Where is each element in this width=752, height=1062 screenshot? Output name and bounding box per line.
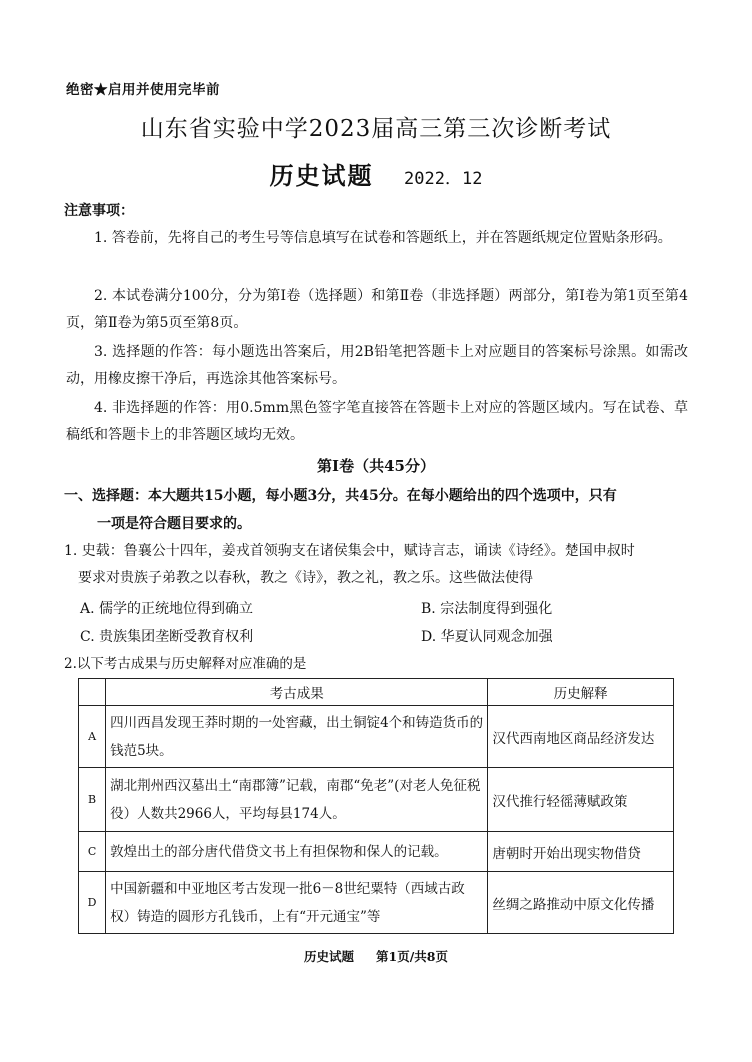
notice-item-2: 2. 本试卷满分100分，分为第Ⅰ卷（选择题）和第Ⅱ卷（非选择题）两部分，第Ⅰ卷为第1页至第4页，第Ⅱ卷为第5页至第8页。 [66, 288, 688, 331]
row-finding: 四川西昌发现王莽时期的一处窖藏，出土铜锭4个和铸造货币的钱范5块。 [106, 706, 488, 768]
row-label: B [79, 768, 106, 832]
row-label: C [79, 832, 106, 872]
section-intro: 一、选择题：本大题共15小题，每小题3分，共45分。在每小题给出的四个选项中，只有 一项是符合题目要求的。 [64, 488, 617, 532]
subject-title: 历史试题 [269, 161, 374, 190]
question-2-stem: 2.以下考古成果与历史解释对应准确的是 [64, 656, 307, 672]
row-interpretation: 汉代推行轻徭薄赋政策 [488, 768, 674, 832]
notice-heading: 注意事项： [64, 203, 134, 219]
table-row [79, 706, 674, 768]
table-header-interpretation: 历史解释 [488, 679, 674, 706]
confidential-mark: 绝密★启用并使用完毕前 [66, 82, 220, 98]
table-row [79, 832, 674, 872]
row-finding: 中国新疆和中亚地区考古发现一批6－8世纪粟特（西域古政权）铸造的圆形方孔钱币，上有“开元通宝”等 [106, 872, 488, 934]
q2-table [78, 678, 674, 934]
row-interpretation: 汉代西南地区商品经济发达 [488, 706, 674, 768]
row-finding: 敦煌出土的部分唐代借贷文书上有担保物和保人的记载。 [106, 832, 488, 872]
notice-item-4: 4. 非选择题的作答：用0.5mm黑色签字笔直接答在答题卡上对应的答题区域内。写在试卷、草稿纸和答题卡上的非答题区域均无效。 [66, 400, 688, 443]
q1-option-d[interactable]: D. 华夏认同观念加强 [421, 629, 553, 645]
row-interpretation: 丝绸之路推动中原文化传播 [488, 872, 674, 934]
q1-option-a[interactable]: A. 儒学的正统地位得到确立 [80, 601, 254, 617]
table-row [79, 872, 674, 934]
q1-option-c[interactable]: C. 贵族集团垄断受教育权利 [80, 629, 254, 645]
question-1-stem: 1. 史载：鲁襄公十四年，姜戎首领驹支在诸侯集会中，赋诗言志，诵读《诗经》。楚国申叔时 要求对贵族子弟教之以春秋，教之《诗》，教之礼，教之乐。这些做法使得 [64, 543, 635, 586]
notice-item-3: 3. 选择题的作答：每小题选出答案后，用2B铅笔把答题卡上对应题目的答案标号涂黑。如需改动，用橡皮擦干净后，再选涂其他答案标号。 [66, 344, 688, 387]
section-title: 第Ⅰ卷（共45分） [317, 457, 435, 475]
row-label: D [79, 872, 106, 934]
footer-subject: 历史试题 [304, 949, 355, 964]
table-header-label [79, 679, 106, 706]
q1-option-b[interactable]: B. 宗法制度得到强化 [421, 601, 553, 617]
exam-subtitle [0, 156, 752, 191]
notice-item-1: 1. 答卷前，先将自己的考生号等信息填写在试卷和答题纸上，并在答题纸规定位置贴条形码。 [94, 230, 672, 246]
page-footer [0, 947, 752, 965]
row-finding: 湖北荆州西汉墓出土“南郡簿”记载，南郡“免老”(对老人免征税役）人数共2966人，平均每县174人。 [106, 768, 488, 832]
row-interpretation: 唐朝时开始出现实物借贷 [488, 832, 674, 872]
exam-title: 山东省实验中学2023届高三第三次诊断考试 [140, 116, 612, 142]
exam-date: 2022．12 [404, 169, 483, 189]
table-row [79, 768, 674, 832]
row-label: A [79, 706, 106, 768]
table-header-row [79, 679, 674, 706]
table-header-finding: 考古成果 [106, 679, 488, 706]
footer-page-number: 第1页/共8页 [376, 949, 448, 964]
